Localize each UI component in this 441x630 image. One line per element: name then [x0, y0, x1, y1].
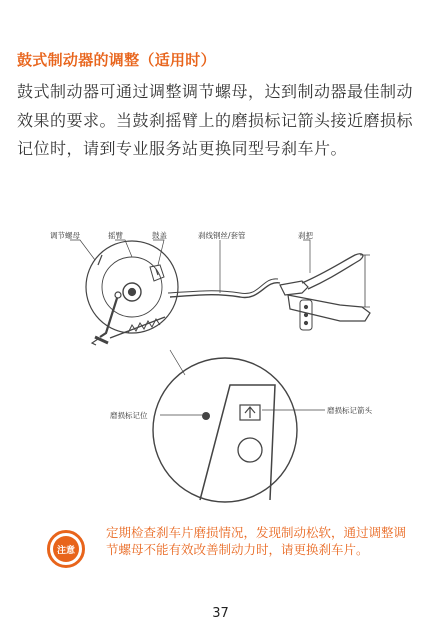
wear-mark-position-dot [202, 412, 210, 420]
lever-body [280, 281, 308, 295]
zoom-arm [200, 385, 275, 500]
zoom-circle [153, 358, 297, 502]
label-rocker-arm: 摇臂 [108, 231, 123, 240]
brake-lever [302, 254, 363, 289]
wear-mark-arrow-shape [245, 407, 255, 418]
label-drum-cover: 鼓盖 [152, 231, 167, 240]
label-adjust-nut: 调节螺母 [50, 231, 80, 240]
page-number: 37 [212, 606, 229, 621]
drum-outer [86, 241, 178, 333]
label-wear-mark-position: 磨损标记位 [110, 411, 148, 420]
warning-badge-label: 注意 [53, 536, 79, 562]
brake-cable [170, 283, 280, 298]
drum-brake-diagram [40, 225, 410, 515]
label-brake-lever: 刹把 [298, 231, 313, 240]
body-paragraph: 鼓式制动器可通过调整调节螺母，达到制动器最佳制动效果的要求。当鼓刹摇臂上的磨损标记箭头接近磨损标记位时，请到专业服务站更换同型号刹车片。 [17, 82, 414, 158]
label-brake-cable: 刹线钢丝/套管 [198, 231, 246, 240]
section-title: 鼓式制动器的调整（适用时） [17, 51, 216, 69]
note-text: 定期检查刹车片磨损情况，发现制动松软，通过调整调节螺母不能有效改善制动力时，请更换刹车片。 [106, 525, 407, 557]
rocker-arm [100, 295, 118, 337]
warning-badge-icon [47, 530, 85, 568]
label-wear-mark-arrow: 磨损标记箭头 [327, 406, 372, 415]
